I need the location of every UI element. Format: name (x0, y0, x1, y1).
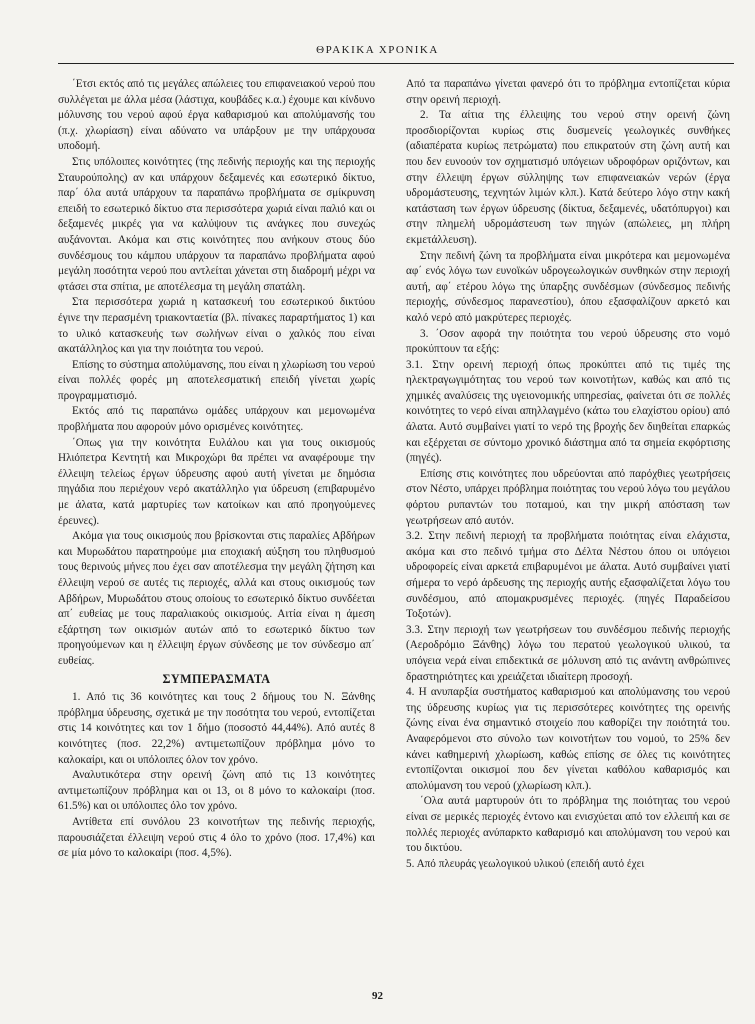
header-rule (58, 63, 734, 64)
paragraph: Στα περισσότερα χωριά η κατασκευή του εσωτερικού δικτύου έγινε την περασμένη τριακονταετία (βλ. πίνακες παραρτήματος 1) και το υλικό κατασκευής των σωλήνων είναι ο χαλκός που είναι ακατάλληλος και για την ποιότητα του νερού. (58, 296, 375, 356)
paragraph: 5. Από πλευράς γεωλογικού υλικού (επειδή αυτό έχει (406, 857, 645, 870)
paragraph: Από τα παραπάνω γίνεται φανερό ότι το πρόβλημα εντοπίζεται κύρια στην ορεινή περιοχή. (406, 78, 730, 106)
paragraph: Εκτός από τις παραπάνω ομάδες υπάρχουν και μεμονωμένα προβλήματα που αφορούν μόνο ορισμένες κοινότητες. (58, 405, 375, 434)
right-column (406, 77, 730, 872)
paragraph: 3.3. Στην περιοχή των γεωτρήσεων του συνδέσμου πεδινής περιοχής (Αεροδρόμιο Ξάνθης) λόγω του περατού γεωλογικού υλικού, τα υπόγεια νερά είναι επιδεκτικά σε μόλυνση από τις ανάντη ανθρώπινες δραστηριότητες και χρειάζεται ιδιαίτερη προσοχή. (406, 623, 730, 683)
paragraph: Επίσης το σύστημα απολύμανσης, που είναι η χλωρίωση του νερού είναι πολλές φορές μη αποτελεσματική επειδή γίνεται χωρίς προγραμματισμό. (58, 358, 375, 402)
paragraph: 3. ΄Οσον αφορά την ποιότητα του νερού ύδρευσης στο νομό προκύπτουν τα εξής: (406, 327, 730, 356)
conclusion-paragraph: Αντίθετα επί συνόλου 23 κοινοτήτων της πεδινής περιοχής, παρουσιάζεται έλλειψη νερού στις 4 όλο το χρόνο (ποσ. 17,4%) και σε μία μόνο το καλοκαίρι (ποσ. 4,5%). (58, 815, 375, 860)
paragraph: 3.2. Στην πεδινή περιοχή τα προβλήματα ποιότητας είναι ελάχιστα, ακόμα και στο πεδινό τμήμα στο Δέλτα Νέστου όπου οι υπόγειοι υδροφορείς είναι αρκετά επιβαρυμένοι με άλατα. Αυτό συμβαίνει γιατί σήμερα το νερό άρδευσης της περιοχής αυτής εξασφαλίζεται λόγω του συνδέσμου, από απομακρυσμένες περιοχές. (πηγές Παραδείσου Τοξοτών). (406, 530, 730, 621)
section-heading: ΣΥΜΠΕΡΑΣΜΑΤΑ (162, 671, 271, 686)
paragraph: Επίσης στις κοινότητες που υδρεύονται από παρόχθιες γεωτρήσεις στον Νέστο, υπάρχει πρόβλημα ποιότητας του νερού λόγω του μεγάλου φόρτου ρυπαντών του ποταμού, και την μικρή απόσταση των γεωτρήσεων από αυτόν. (406, 467, 730, 527)
paragraph: ΄Ολα αυτά μαρτυρούν ότι το πρόβλημα της ποιότητας του νερού είναι σε μερικές περιοχές έντονο και ενισχύεται από τον ελλειπή και σε πολλές περιοχές ανύπαρκτο καθαρισμό και απολύμανση του νερού και του δικτύου. (406, 795, 730, 855)
paragraph: 3.1. Στην ορεινή περιοχή όπως προκύπτει από τις τιμές της ηλεκτραγωγιμότητας του νερού των κοινοτήτων, καθώς και από τις χημικές αναλύσεις της υγειονομικής υπηρεσίας, φαίνεται ότι σε πολλές κοινότητες το νερό είναι απηλλαγμένο (κάτω του ελαχίστου ορίου) από άλατα. Αυτό συμβαίνει γιατί το νερό της βροχής δεν διηθείται επαρκώς και εξέρχεται σε σύντομο χρονικό διάστημα από τα σημεία εκφόρτισης (πηγές). (406, 358, 730, 465)
page-number: 92 (372, 990, 383, 1002)
paragraph: Στις υπόλοιπες κοινότητες (της πεδινής περιοχής και της περιοχής Σταυρούπολης) αν και υπάρχουν δεξαμενές και εσωτερικό δίκτυο, παρ΄ όλα αυτά υπάρχουν τα παραπάνω προβλήματα σε σμίκρυνση επειδή το εσωτερικό δίκτυο στα περισσότερα χωριά είναι παλιό και οι δεξαμενές μικρές για να καλύψουν τις ανάγκες που συνεχώς αυξάνονται. Ακόμα και στις κοινότητες που ανήκουν στους δύο συνδέσμους του κάμπου υπάρχουν τα παραπάνω προβλήματα αφού μεγάλη ποσότητα νερού που αντλείται χάνεται στη διαδρομή μέχρι να φτάσει στα σπίτια, με αποτέλεσμα τη μεγάλη σπατάλη. (58, 155, 375, 293)
paragraph: Ακόμα για τους οικισμούς που βρίσκονται στις παραλίες Αβδήρων και Μυρωδάτου παρατηρούμε μια εποχιακή αύξηση του πληθυσμού τους θερινούς μήνες που έχει σαν αποτέλεσμα την μεγάλη ζήτηση και έλλειψη νερού σε αυτές τις περιοχές, αλλά και στους οικισμούς των Αβδήρων, Μυρωδάτου στους οποίους το εσωτερικό δίκτυο συνδέεται απ΄ ευθείας με τους παραλιακούς οικισμούς. Αιτία είναι η άμεση εξάρτηση των οικισμών αυτών από το εσωτερικό δίκτυο των προηγούμενων και η έλλειψη έργων σύνδεσης με τον σύνδεσμο απ΄ ευθείας. (58, 530, 375, 667)
paragraph: Στην πεδινή ζώνη τα προβλήματα είναι μικρότερα και μεμονωμένα αφ΄ ενός λόγω των ευνοϊκών υδρογεωλογικών συνθηκών στην περιοχή αυτή, αφ΄ ετέρου λόγω της ύπαρξης συνδέσμων (σύνδεσμος πεδινής περιοχής, σύνδεσμος παρανεστίου), όπου εξασφαλίζουν αρκετό και καλό νερό από μακρύτερες περιοχές. (406, 249, 730, 324)
conclusion-paragraph: 1. Από τις 36 κοινότητες και τους 2 δήμους του Ν. Ξάνθης πρόβλημα ύδρευσης, σχετικά με την ποσότητα του νερού, εντοπίζεται στις 14 κοινότητες και τον 1 δήμο (ποσοστό 44,44%). Από αυτές 8 κοινότητες (ποσ. 22,2%) αντιμετωπίζουν πρόβλημα μόνο το καλοκαίρι, και οι υπόλοιπες όλον τον χρόνο. (58, 691, 375, 766)
running-title: ΘΡΑΚΙΚΑ ΧΡΟΝΙΚΑ (316, 44, 439, 56)
paragraph: 2. Τα αίτια της έλλειψης του νερού στην ορεινή ζώνη προσδιορίζονται κυρίως στις δυσμενείς γεωλογικές συνθήκες (αδιαπέρατα κυρίως πετρώματα) που επικρατούν στη ζώνη αυτή και που δεν ευνοούν τον σχηματισμό υπόγειων υδροφόρων οριζόντων, και στην έλλειψη έργων σύλληψης των επιφανειακών νερών (έργα υδρομάστευσης, τεχνητών λιμών κλπ.). Κατά δεύτερο λόγο στην κακή κατάσταση των έργων ύδρευσης (δίκτυα, δεξαμενές, υδατόπυργοι) και στην πλημελή υδρομάστευση των πηγών (απώλειες, μη πλήρη εκμετάλλευση). (406, 109, 730, 246)
conclusion-paragraph: Αναλυτικότερα στην ορεινή ζώνη από τις 13 κοινότητες αντιμετωπίζουν πρόβλημα και οι 13, οι 8 μόνο το καλοκαίρι (ποσ. 61.5%) και οι υπόλοιπες όλο τον χρόνο. (58, 769, 375, 813)
paragraph: 4. Η ανυπαρξία συστήματος καθαρισμού και απολύμανσης του νερού της ύδρευσης κυρίως για τις περισσότερες κοινότητες της ορεινής ζώνης είναι ένα σημαντικό στοιχείο που καθορίζει την ποιότητά του. Αναφερόμενοι στο σύνολο των κοινοτήτων του νομού, το 25% δεν κάνει καθημερινή χλωρίωση, καθώς επίσης σε όλες τις κοινότητες εντοπίζονται οικισμοί που δεν γίνεται καθόλου καθαρισμός και απολύμανση του νερού (χλωρίωση κλπ.). (406, 686, 730, 792)
left-column (58, 77, 375, 862)
paragraph: ΄Ετσι εκτός από τις μεγάλες απώλειες του επιφανειακού νερού που συλλέγεται με άλλα μέσα (λάστιχα, κουβάδες κ.α.) έχουμε και κίνδυνο μόλυνσης του νερού αφού έργα καθαρισμού και απολύμανσής του (π.χ. χλωρίαση) είναι αδύνατο να υπάρξουν με την υπάρχουσα υποδομή. (58, 78, 376, 153)
paragraph: ΄Οπως για την κοινότητα Ευλάλου και για τους οικισμούς Ηλιόπετρα Κεντητή και Μικροχώρι θα πρέπει να αναφέρουμε την έλλειψη τελείως έργων ύδρευσης αφού αυτή γίνεται με δημόσια πηγάδια που περιέχουν νερό ακατάλληλο για ύδρευση (επιβαρυμένο με άλατα, κατά μαρτυρίες των κατοίκων και από προηγούμενες έρευνες). (58, 436, 375, 527)
